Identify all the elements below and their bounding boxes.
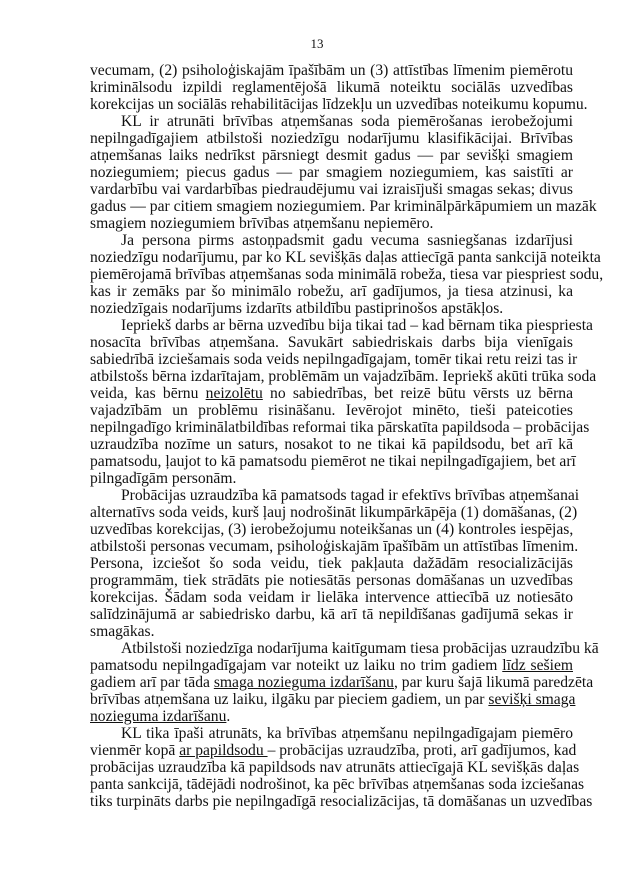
text-line xyxy=(90,657,573,674)
text-line: Probācijas uzraudzība kā pamatsods tagad ir efektīvs brīvības atņemšanai xyxy=(121,487,580,504)
text-segment: no sabiedrības, bet reizē būtu vērsts uz bērna xyxy=(262,385,574,402)
paragraph xyxy=(90,725,593,810)
text-segment: , par kuru šajā likumā paredzēta xyxy=(393,674,594,691)
paragraph xyxy=(90,232,604,317)
text-line xyxy=(90,674,594,691)
underlined-text: sevišķi smaga xyxy=(488,691,576,708)
underlined-text: neizolētu xyxy=(205,385,263,402)
text-line: vecumam, (2) psiholoģiskajām īpašībām un (3) attīstības līmenim piemērotu xyxy=(90,62,573,79)
text-line: gadus — par citiem smagiem noziegumiem. Par kriminālpārkāpumiem un mazāk xyxy=(90,198,597,215)
text-line: noziegumiem; piecus gadus — par smagiem noziegumiem, kas saistīti ar xyxy=(90,164,573,181)
text-line: piemērojamā brīvības atņemšanas soda minimālā robeža, tiesa var piespriest sodu, xyxy=(90,266,604,283)
text-line: nosacīta brīvības atņemšana. Savukārt sabiedriskais darbs bija vienīgais xyxy=(90,334,573,351)
text-line: noziedzīgais nodarījums izdarīts atbildību pastiprinošos apstākļos. xyxy=(90,300,504,317)
text-line: Atbilstoši noziedzīga nodarījuma kaitīgumam tiesa probācijas uzraudzību kā xyxy=(121,640,599,657)
paragraph xyxy=(90,113,597,232)
text-segment: . xyxy=(226,708,231,725)
text-segment: pamatsodu nepilngadīgajam var noteikt uz laiku no trim gadiem xyxy=(90,657,503,674)
text-line xyxy=(90,385,573,402)
text-line: pamatsodu, ļaujot to kā pamatsodu piemērot ne tikai nepilngadīgajiem, bet arī xyxy=(90,453,576,470)
text-line: uzvedības korekcijas, (3) ierobežojumu noteikšanas un (4) kontroles iespējas, xyxy=(90,521,574,538)
text-line: smagākas. xyxy=(90,623,155,640)
page-number: 13 xyxy=(310,36,324,51)
text-line: pilngadīgām personām. xyxy=(90,470,237,487)
text-segment: veida, kas bērnu xyxy=(90,385,206,402)
text-line: KL tika īpaši atrunāts, ka brīvības atņemšanu nepilngadīgajam piemēro xyxy=(121,725,573,742)
text-line: KL ir atrunāti brīvības atņemšanas soda piemērošanas ierobežojumi xyxy=(121,113,573,130)
text-segment: – probācijas uzraudzība, proti, arī gadījumos, kad xyxy=(267,742,577,759)
text-line: kriminālsodu izpildi reglamentējošā likumā noteiktu sociālās uzvedības xyxy=(90,79,573,96)
text-line: smagiem noziegumiem brīvības atņemšanu nepiemēro. xyxy=(90,215,434,232)
text-line: salīdzinājumā ar sabiedrisko darbu, kā arī tā nepildīšanas gadījumā sekas ir xyxy=(90,606,573,623)
text-line: Ja persona pirms astoņpadsmit gadu vecuma sasniegšanas izdarījusi xyxy=(121,232,573,249)
text-line: atņemšanas laiks nedrīkst pārsniegt desmit gadus — par sevišķi smagiem xyxy=(90,147,573,164)
text-line: kas ir zemāks par šo minimālo robežu, arī gadījumos, ja tiesa atzinusi, ka xyxy=(90,283,573,300)
paragraph xyxy=(90,62,588,113)
text-line: nepilngadīgo kriminālatbildības reformai tika pārskatīta papildsoda – probācijas xyxy=(90,419,590,436)
text-line: atbilstoši personas vecumam, psiholoģiskajām īpašībām un attīstības līmenim. xyxy=(90,538,579,555)
text-line xyxy=(90,691,576,708)
text-line xyxy=(90,708,573,725)
text-line: atbilstošs bērna izdarītajam, problēmām un vajadzībām. Iepriekš akūti trūka soda xyxy=(90,368,597,385)
text-line: korekcijas un sociālās rehabilitācijas līdzekļu un uzvedības noteikumu kopumu. xyxy=(90,96,588,113)
paragraph xyxy=(90,487,580,640)
underlined-text: smaga nozieguma izdarīšanu xyxy=(213,674,394,691)
text-line: vardarbību vai vardarbības piedraudējumu vai izraisījuši smagas sekas; divus xyxy=(90,181,573,198)
text-line: sabiedrībā izciešamais soda veids nepilngadīgajam, tomēr tikai retu reizi tas ir xyxy=(90,351,578,368)
text-line: panta sankcijā, tādējādi nodrošinot, ka pēc brīvības atņemšanas soda izciešanas xyxy=(90,776,585,793)
text-line: Iepriekš darbs ar bērna uzvedību bija tikai tad – kad bērnam tika piespriesta xyxy=(121,317,593,334)
text-line: Persona, izciešot šo soda veidu, tiek pakļauta dažādām resocializācijās xyxy=(90,555,573,572)
text-line: alternatīvs soda veids, kurš ļauj nodrošināt likumpārkāpēja (1) domāšanas, (2) xyxy=(90,504,578,521)
text-line: korekcijas. Šādam soda veidam ir lielāka intervence attiecībā uz notiesāto xyxy=(90,589,573,606)
text-line: nepilngadīgajiem atbilstoši noziedzīgu nodarījumu klasifikācijai. Brīvības xyxy=(90,130,573,147)
document-body xyxy=(90,62,604,810)
text-line: tiks turpināts darbs pie nepilngadīgā resocializācijas, tā domāšanas un uzvedības xyxy=(90,793,593,810)
text-segment: vienmēr kopā xyxy=(90,742,180,759)
text-line: uzraudzība nozīme un saturs, nosakot to ne tikai kā papildsodu, bet arī kā xyxy=(90,436,573,453)
text-segment: gadiem arī par tāda xyxy=(90,674,214,691)
text-segment: brīvības atņemšana uz laiku, ilgāku par pieciem gadiem, un par xyxy=(90,691,489,708)
underlined-text: līdz sešiem xyxy=(502,657,573,674)
text-line: vajadzībām un problēmu risināšanu. Ievērojot minēto, tieši pateicoties xyxy=(90,402,573,419)
text-line xyxy=(90,742,577,759)
paragraph xyxy=(90,317,597,487)
text-line: noziedzīgu nodarījumu, par ko KL sevišķās daļas attiecīgā panta sankcijā noteikta xyxy=(90,249,601,266)
underlined-text: nozieguma izdarīšanu xyxy=(90,708,227,725)
paragraph xyxy=(90,640,599,725)
text-line: probācijas uzraudzība kā papildsods nav atrunāts attiecīgajā KL sevišķās daļas xyxy=(90,759,580,776)
underlined-text: ar papildsodu xyxy=(179,742,268,759)
text-line: programmām, tiek strādāts pie notiesātās personas domāšanas un uzvedības xyxy=(90,572,573,589)
